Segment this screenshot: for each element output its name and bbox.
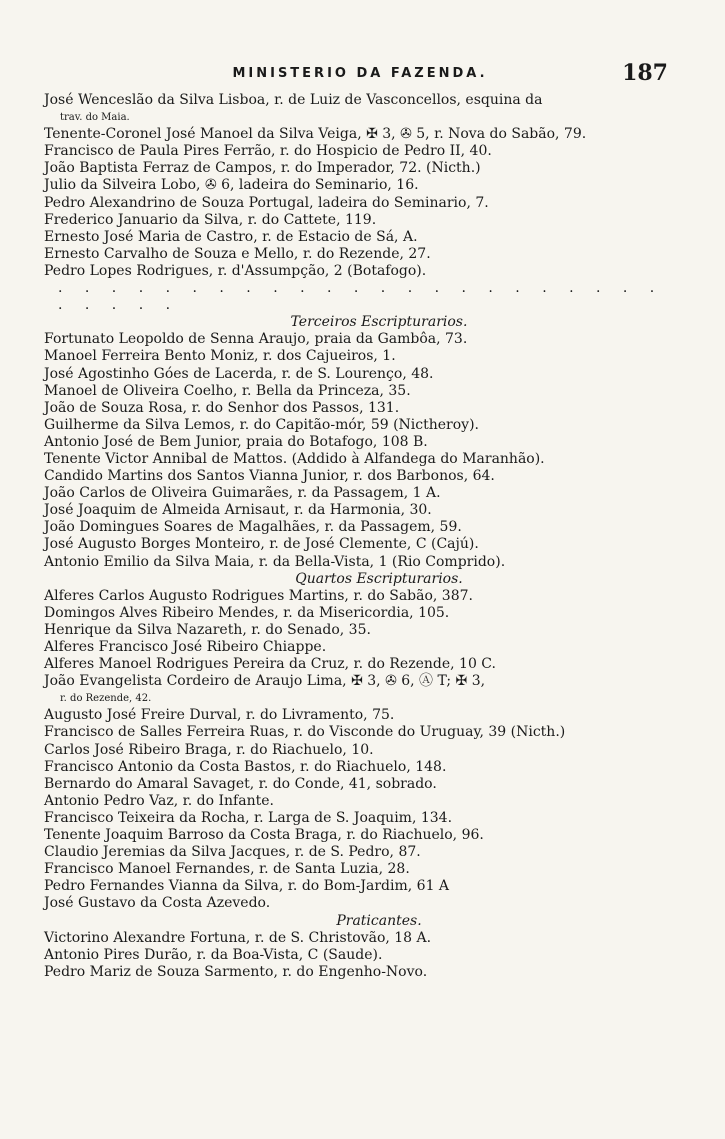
staff-entry: Alferes Carlos Augusto Rodrigues Martins, r. do Sabão, 387. <box>44 587 473 604</box>
staff-entry: José Gustavo da Costa Azevedo. <box>44 895 271 912</box>
staff-entry: Domingos Alves Ribeiro Mendes, r. da Misericordia, 105. <box>44 604 450 621</box>
staff-entry: José Joaquim de Almeida Arnisaut, r. da Harmonia, 30. <box>44 502 432 519</box>
staff-entry: Antonio Pedro Vaz, r. do Infante. <box>44 792 274 809</box>
staff-entry: Candido Martins dos Santos Vianna Junior, r. dos Barbonos, 64. <box>44 468 495 485</box>
staff-entry: José Augusto Borges Monteiro, r. de José Clemente, C (Cajú). <box>44 536 479 553</box>
staff-entry: Guilherme da Silva Lemos, r. do Capitão-mór, 59 (Nictheroy). <box>44 416 479 433</box>
ellipsis-divider: . . . . . . . . . . . . . . . . . . . . . . . . . . . . <box>58 280 664 314</box>
staff-entry: Francisco Antonio da Costa Bastos, r. do Riachuelo, 148. <box>44 758 447 775</box>
entry-continuation: trav. do Maia. <box>60 112 130 124</box>
staff-entry: Antonio José de Bem Junior, praia do Botafogo, 108 B. <box>44 433 428 450</box>
staff-entry: Manoel de Oliveira Coelho, r. Bella da Princeza, 35. <box>44 382 411 399</box>
staff-entry: Tenente-Coronel José Manoel da Silva Veiga, ✠ 3, ✇ 5, r. Nova do Sabão, 79. <box>44 126 587 143</box>
staff-entry: Claudio Jeremias da Silva Jacques, r. de S. Pedro, 87. <box>44 844 421 861</box>
staff-entry: Tenente Victor Annibal de Mattos. (Addido à Alfandega do Maranhão). <box>44 450 545 467</box>
staff-entry: Bernardo do Amaral Savaget, r. do Conde, 41, sobrado. <box>44 775 437 792</box>
section-heading: Terceiros Escripturarios. <box>290 314 468 331</box>
staff-entry: Alferes Francisco José Ribeiro Chiappe. <box>44 639 327 655</box>
staff-entry: Antonio Emilio da Silva Maia, r. da Bella-Vista, 1 (Rio Comprido). <box>44 553 506 570</box>
staff-listing <box>44 92 674 981</box>
staff-entry: Pedro Lopes Rodrigues, r. d'Assumpção, 2 (Botafogo). <box>44 262 427 279</box>
staff-entry: João de Souza Rosa, r. do Senhor dos Passos, 131. <box>44 399 400 416</box>
staff-entry: Carlos José Ribeiro Braga, r. do Riachuelo, 10. <box>44 741 374 758</box>
staff-entry: Pedro Mariz de Souza Sarmento, r. do Engenho-Novo. <box>44 963 428 980</box>
staff-entry: João Evangelista Cordeiro de Araujo Lima, ✠ 3, ✇ 6, Ⓐ T; ✠ 3, <box>44 673 486 690</box>
page-number: 187 <box>622 60 668 86</box>
staff-entry: Ernesto José Maria de Castro, r. de Estacio de Sá, A. <box>44 228 418 245</box>
staff-entry: José Wenceslão da Silva Lisboa, r. de Luiz de Vasconcellos, esquina da <box>44 92 543 108</box>
staff-entry: Francisco de Salles Ferreira Ruas, r. do Visconde do Uruguay, 39 (Nicth.) <box>44 724 566 741</box>
staff-entry: Francisco Manoel Fernandes, r. de Santa Luzia, 28. <box>44 861 410 878</box>
section-heading: Quartos Escripturarios. <box>295 570 463 587</box>
staff-entry: José Agostinho Góes de Lacerda, r. de S. Lourenço, 48. <box>44 365 434 382</box>
staff-entry: Manoel Ferreira Bento Moniz, r. dos Cajueiros, 1. <box>44 348 396 365</box>
entry-continuation: r. do Rezende, 42. <box>60 693 152 705</box>
staff-entry: Pedro Alexandrino de Souza Portugal, ladeira do Seminario, 7. <box>44 194 489 211</box>
staff-entry: Fortunato Leopoldo de Senna Araujo, praia da Gambôa, 73. <box>44 331 468 348</box>
section-heading: Praticantes. <box>336 912 422 929</box>
page-header <box>40 60 680 90</box>
staff-entry: Augusto José Freire Durval, r. do Livramento, 75. <box>44 707 395 724</box>
staff-entry: João Carlos de Oliveira Guimarães, r. da Passagem, 1 A. <box>44 485 441 502</box>
running-title: MINISTERIO DA FAZENDA. <box>232 66 488 81</box>
staff-entry: Victorino Alexandre Fortuna, r. de S. Christovão, 18 A. <box>44 929 432 946</box>
staff-entry: Francisco Teixeira da Rocha, r. Larga de S. Joaquim, 134. <box>44 809 453 826</box>
staff-entry: Ernesto Carvalho de Souza e Mello, r. do Rezende, 27. <box>44 245 431 262</box>
staff-entry: Henrique da Silva Nazareth, r. do Senado, 35. <box>44 621 371 638</box>
staff-entry: Tenente Joaquim Barroso da Costa Braga, r. do Riachuelo, 96. <box>44 827 484 844</box>
staff-entry: João Domingues Soares de Magalhães, r. da Passagem, 59. <box>44 519 462 536</box>
staff-entry: Julio da Silveira Lobo, ✇ 6, ladeira do Seminario, 16. <box>44 177 419 194</box>
staff-entry: Alferes Manoel Rodrigues Pereira da Cruz, r. do Rezende, 10 C. <box>44 656 496 673</box>
staff-entry: João Baptista Ferraz de Campos, r. do Imperador, 72. (Nicth.) <box>44 160 481 177</box>
staff-entry: Antonio Pires Durão, r. da Boa-Vista, C (Saude). <box>44 946 383 963</box>
staff-entry: Pedro Fernandes Vianna da Silva, r. do Bom-Jardim, 61 A <box>44 878 450 895</box>
staff-entry: Francisco de Paula Pires Ferrão, r. do Hospicio de Pedro II, 40. <box>44 143 492 160</box>
staff-entry: Frederico Januario da Silva, r. do Cattete, 119. <box>44 211 377 228</box>
